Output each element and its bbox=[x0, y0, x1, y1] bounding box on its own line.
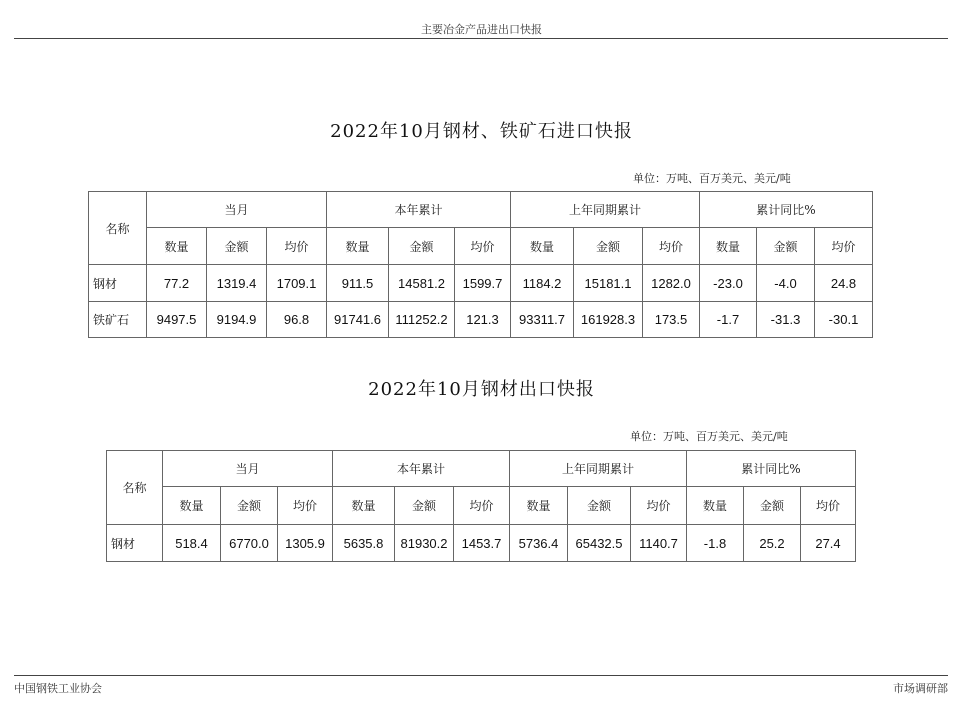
cell-value: 27.4 bbox=[801, 525, 856, 562]
cell-value: 111252.2 bbox=[389, 302, 455, 338]
export-unit-note: 单位：万吨、百万美元、美元/吨 bbox=[630, 430, 788, 443]
cell-value: 5736.4 bbox=[510, 525, 568, 562]
subheader: 均价 bbox=[455, 228, 511, 265]
cell-value: 518.4 bbox=[163, 525, 221, 562]
cell-value: 15181.1 bbox=[574, 265, 643, 302]
subheader: 金额 bbox=[568, 487, 631, 525]
subheader: 数量 bbox=[163, 487, 221, 525]
footer-department: 市场调研部 bbox=[893, 682, 948, 695]
group-header-current-month: 当月 bbox=[147, 192, 327, 228]
subheader: 均价 bbox=[267, 228, 327, 265]
group-header-yoy: 累计同比% bbox=[700, 192, 873, 228]
cell-value: 77.2 bbox=[147, 265, 207, 302]
group-header-prior-ytd: 上年同期累计 bbox=[511, 192, 700, 228]
export-report-title: 2022年10月钢材出口快报 bbox=[368, 379, 595, 400]
cell-value: -30.1 bbox=[815, 302, 873, 338]
cell-value: 9194.9 bbox=[207, 302, 267, 338]
cell-value: 1140.7 bbox=[631, 525, 687, 562]
group-header-current-month: 当月 bbox=[163, 451, 333, 487]
subheader: 金额 bbox=[757, 228, 815, 265]
cell-value: 1305.9 bbox=[278, 525, 333, 562]
subheader: 均价 bbox=[454, 487, 510, 525]
row-name: 铁矿石 bbox=[89, 302, 147, 338]
table-row bbox=[107, 525, 856, 562]
import-unit-note: 单位：万吨、百万美元、美元/吨 bbox=[633, 172, 791, 185]
cell-value: 121.3 bbox=[455, 302, 511, 338]
table-row bbox=[89, 265, 873, 302]
subheader: 金额 bbox=[207, 228, 267, 265]
cell-value: 24.8 bbox=[815, 265, 873, 302]
subheader: 均价 bbox=[801, 487, 856, 525]
cell-value: 14581.2 bbox=[389, 265, 455, 302]
subheader: 数量 bbox=[700, 228, 757, 265]
header-rule bbox=[14, 38, 948, 39]
cell-value: 1709.1 bbox=[267, 265, 327, 302]
cell-value: 1184.2 bbox=[511, 265, 574, 302]
group-header-prior-ytd: 上年同期累计 bbox=[510, 451, 687, 487]
subheader: 金额 bbox=[395, 487, 454, 525]
subheader: 数量 bbox=[687, 487, 744, 525]
subheader: 均价 bbox=[278, 487, 333, 525]
cell-value: 25.2 bbox=[744, 525, 801, 562]
cell-value: -31.3 bbox=[757, 302, 815, 338]
subheader: 数量 bbox=[147, 228, 207, 265]
row-name: 钢材 bbox=[107, 525, 163, 562]
cell-value: 173.5 bbox=[643, 302, 700, 338]
row-name: 钢材 bbox=[89, 265, 147, 302]
subheader: 金额 bbox=[221, 487, 278, 525]
subheader: 金额 bbox=[389, 228, 455, 265]
subheader: 均价 bbox=[815, 228, 873, 265]
cell-value: 911.5 bbox=[327, 265, 389, 302]
cell-value: 1282.0 bbox=[643, 265, 700, 302]
subheader: 均价 bbox=[631, 487, 687, 525]
subheader: 金额 bbox=[744, 487, 801, 525]
import-table bbox=[88, 191, 873, 338]
cell-value: 93311.7 bbox=[511, 302, 574, 338]
cell-value: 96.8 bbox=[267, 302, 327, 338]
cell-value: 1453.7 bbox=[454, 525, 510, 562]
cell-value: 5635.8 bbox=[333, 525, 395, 562]
footer-rule bbox=[14, 675, 948, 676]
cell-value: 1599.7 bbox=[455, 265, 511, 302]
cell-value: 1319.4 bbox=[207, 265, 267, 302]
subheader: 均价 bbox=[643, 228, 700, 265]
cell-value: 91741.6 bbox=[327, 302, 389, 338]
footer-organization: 中国钢铁工业协会 bbox=[14, 682, 102, 695]
subheader: 数量 bbox=[327, 228, 389, 265]
cell-value: -4.0 bbox=[757, 265, 815, 302]
import-report-title: 2022年10月钢材、铁矿石进口快报 bbox=[330, 121, 633, 142]
name-header: 名称 bbox=[107, 451, 163, 525]
cell-value: -1.7 bbox=[700, 302, 757, 338]
cell-value: 161928.3 bbox=[574, 302, 643, 338]
name-header: 名称 bbox=[89, 192, 147, 265]
cell-value: -1.8 bbox=[687, 525, 744, 562]
cell-value: -23.0 bbox=[700, 265, 757, 302]
group-header-yoy: 累计同比% bbox=[687, 451, 856, 487]
cell-value: 81930.2 bbox=[395, 525, 454, 562]
subheader: 数量 bbox=[510, 487, 568, 525]
table-row bbox=[89, 302, 873, 338]
subheader: 数量 bbox=[333, 487, 395, 525]
subheader: 金额 bbox=[574, 228, 643, 265]
cell-value: 6770.0 bbox=[221, 525, 278, 562]
page-header: 主要冶金产品进出口快报 bbox=[421, 23, 542, 36]
cell-value: 9497.5 bbox=[147, 302, 207, 338]
cell-value: 65432.5 bbox=[568, 525, 631, 562]
subheader: 数量 bbox=[511, 228, 574, 265]
group-header-ytd: 本年累计 bbox=[327, 192, 511, 228]
export-table bbox=[106, 450, 856, 562]
group-header-ytd: 本年累计 bbox=[333, 451, 510, 487]
